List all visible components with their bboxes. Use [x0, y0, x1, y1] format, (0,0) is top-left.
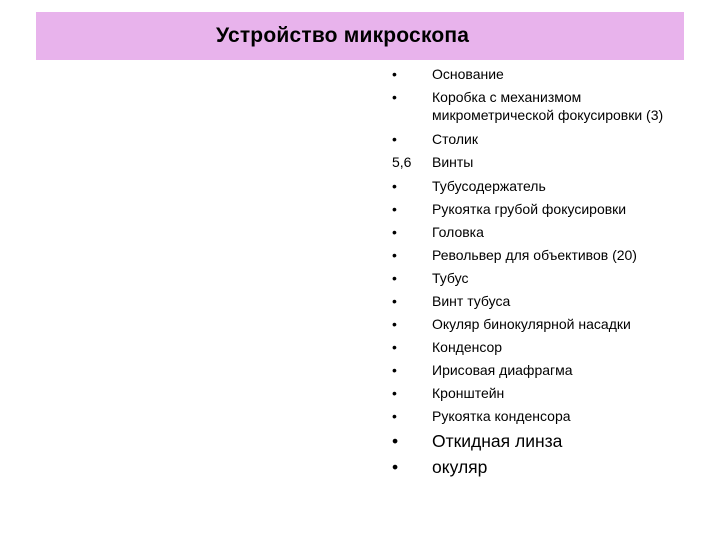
- list-item-label: окуляр: [432, 457, 488, 477]
- list-item-label: Тубусодержатель: [432, 178, 546, 194]
- list-item-label: Тубус: [432, 270, 469, 286]
- bullet-marker: •: [392, 457, 399, 477]
- bullet-marker: •: [392, 66, 397, 82]
- bullet-marker: •: [392, 131, 397, 147]
- bullet-marker: •: [392, 408, 397, 424]
- list-item-label: Откидная линза: [432, 431, 563, 451]
- list-item-label: Рукоятка конденсора: [432, 408, 571, 424]
- number-marker: 5,6: [392, 154, 412, 170]
- bullet-marker: •: [392, 316, 397, 332]
- bullet-marker: •: [392, 201, 397, 217]
- bullet-marker: •: [392, 224, 397, 240]
- list-item-label: Основание: [432, 66, 504, 82]
- list-item-label: Столик: [432, 131, 478, 147]
- bullet-marker: •: [392, 247, 397, 263]
- bullet-marker: •: [392, 293, 397, 309]
- list-item-label: Винт тубуса: [432, 293, 511, 309]
- bullet-marker: •: [392, 385, 397, 401]
- list-item-label: Окуляр бинокулярной насадки: [432, 316, 631, 332]
- list-item-label: Коробка с механизмом микрометрической фокусировки (3): [432, 89, 664, 123]
- list-item-label: Головка: [432, 224, 484, 240]
- list-item-label: Винты: [432, 154, 474, 170]
- bullet-marker: •: [392, 431, 399, 451]
- bullet-marker: •: [392, 339, 397, 355]
- list-item-label: Рукоятка грубой фокусировки: [432, 201, 627, 217]
- list-item-label: Конденсор: [432, 339, 503, 355]
- bullet-marker: •: [392, 270, 397, 286]
- bullet-marker: •: [392, 178, 397, 194]
- bullet-marker: •: [392, 89, 397, 105]
- page-title: Устройство микроскопа: [216, 24, 470, 47]
- bullet-marker: •: [392, 362, 397, 378]
- list-item-label: Револьвер для объективов (20): [432, 247, 637, 263]
- list-item-label: Кронштейн: [432, 385, 505, 401]
- list-item-label: Ирисовая диафрагма: [432, 362, 573, 378]
